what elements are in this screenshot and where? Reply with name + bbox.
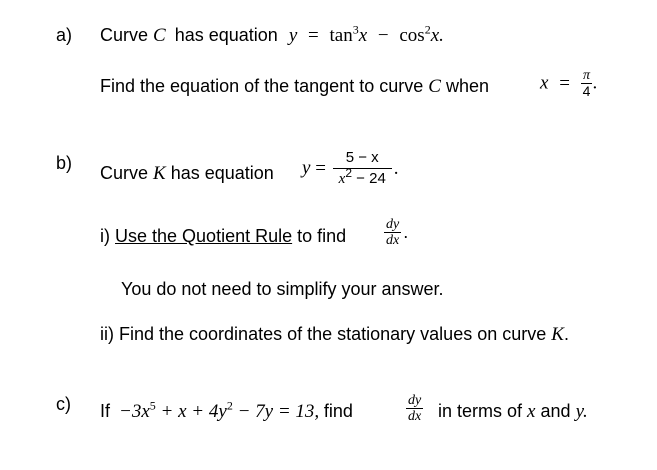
- part-c-tail: [438, 401, 588, 423]
- has-equation-b: has equation: [170, 163, 274, 183]
- if-word: If: [100, 401, 111, 421]
- equation-b: [302, 148, 399, 189]
- four: 4: [582, 83, 591, 99]
- curve-intro-b: Curve: [100, 163, 149, 183]
- equals-2: =: [559, 72, 570, 94]
- period-a: .: [592, 72, 598, 94]
- denominator: [333, 168, 392, 189]
- part-b-line1: [100, 163, 274, 185]
- dydx-frac-b: [384, 217, 401, 248]
- part-a-line1: [100, 22, 444, 47]
- and-word: and: [540, 401, 571, 421]
- y-var-c: y.: [575, 401, 588, 422]
- label-a: a): [56, 25, 73, 45]
- when-word: when: [445, 76, 489, 96]
- curve-name: C: [153, 25, 166, 46]
- label-b: b): [56, 153, 73, 173]
- dx-c: dx: [408, 409, 422, 424]
- period-i: .: [403, 222, 409, 242]
- y-var-b: y: [302, 157, 311, 179]
- pi-over-4-fraction: [581, 68, 593, 99]
- curve-name-k: K: [153, 163, 166, 184]
- pi-symbol: π: [583, 68, 591, 83]
- i-label: i): [100, 226, 110, 246]
- tan-fn: tan: [329, 25, 353, 46]
- part-c-line: [100, 398, 353, 423]
- tan-exp: 3: [352, 22, 359, 37]
- curve-name-k-2: K: [551, 324, 564, 345]
- quotient-fraction: [333, 148, 392, 189]
- minus: −: [377, 25, 389, 46]
- to-find: to find: [297, 226, 347, 246]
- tangent-instruction: Find the equation of the tangent to curve: [100, 76, 424, 96]
- period-b: .: [393, 157, 399, 179]
- cos-fn: cos: [399, 25, 425, 46]
- term3: − 7y = 13,: [232, 401, 320, 422]
- stationary-instruction: ii) Find the coordinates of the stationary values on curve: [100, 324, 547, 344]
- x-equals-pi-over-4: [540, 68, 597, 99]
- numerator: 5 − x: [345, 149, 379, 166]
- cos-exp: 2: [424, 22, 431, 37]
- curve-name-2: C: [428, 76, 441, 97]
- den-x: x: [338, 171, 346, 187]
- find-word: find: [323, 401, 353, 421]
- implicit-equation: [119, 398, 324, 422]
- equals-b: =: [315, 157, 326, 179]
- dydx-fraction-c: [406, 393, 423, 424]
- period-ii: .: [563, 324, 569, 344]
- exp2-c: 2: [226, 398, 233, 413]
- dx-b: dx: [386, 233, 400, 248]
- dydx-frac-c: [406, 393, 423, 424]
- has-equation: has equation: [174, 25, 278, 45]
- label-c: c): [56, 394, 71, 414]
- den-rest: − 24: [352, 170, 386, 187]
- equals: =: [308, 25, 319, 46]
- quotient-rule-link[interactable]: Use the Quotient Rule: [115, 226, 293, 246]
- dydx-fraction-b: [384, 217, 408, 248]
- part-b-i: [100, 226, 346, 247]
- in-terms-of: in terms of: [438, 401, 523, 421]
- x-var: x: [358, 25, 368, 46]
- x-var-2: x.: [430, 25, 444, 46]
- curve-intro: Curve: [100, 25, 149, 45]
- term2: + x + 4y: [155, 401, 227, 422]
- dy-b: dy: [386, 217, 400, 232]
- dy-c: dy: [408, 393, 422, 408]
- x-var-c: x: [527, 401, 536, 422]
- term1: −3x: [119, 401, 150, 422]
- equation-a: [288, 22, 444, 46]
- simplify-note: You do not need to simplify your answer.: [121, 279, 444, 299]
- exp5: 5: [149, 398, 156, 413]
- x-var-3: x: [540, 72, 549, 94]
- y-var: y: [288, 25, 298, 46]
- part-b-ii: [100, 324, 569, 346]
- part-a-line2: [100, 76, 489, 98]
- den-exp: 2: [345, 166, 353, 180]
